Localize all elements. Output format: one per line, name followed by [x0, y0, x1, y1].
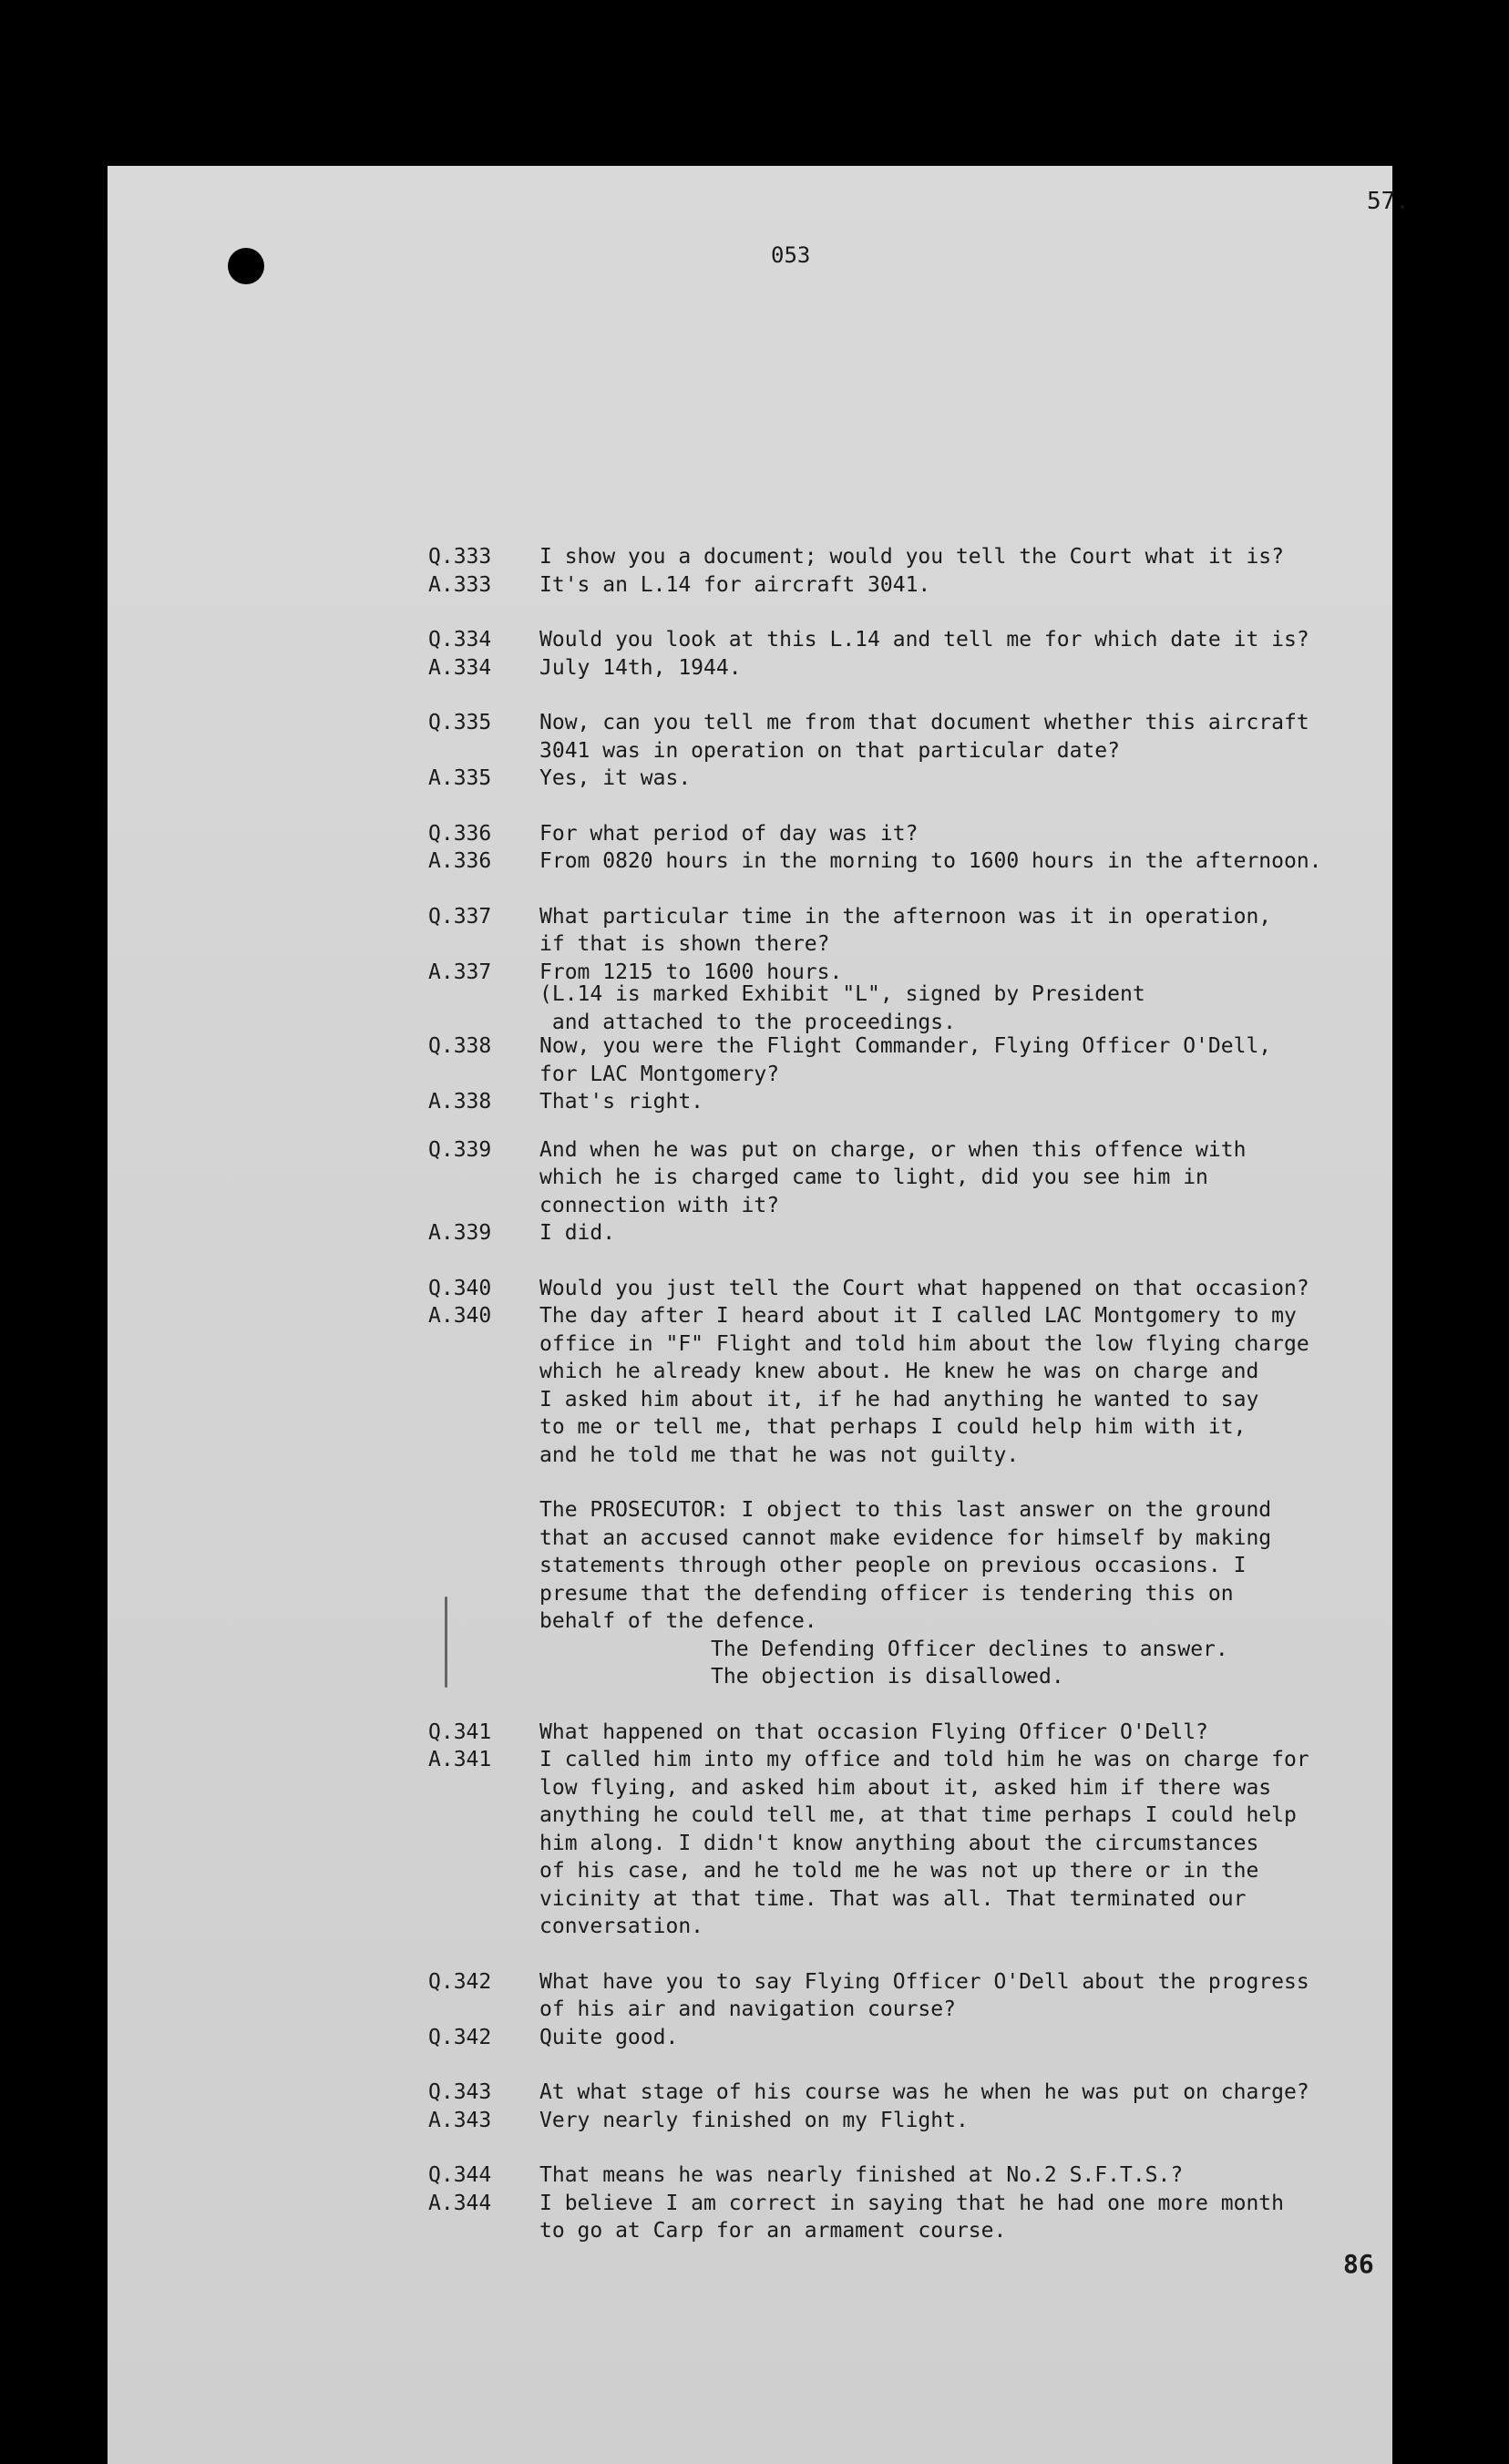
transcript-entry	[428, 571, 1394, 600]
entry-label: A.338	[428, 1090, 492, 1114]
entry-text: I called him into my office and told him he was on charge for low flying, and asked him about it, asked him if there was anything he could tell me, at that time perhaps I could help him along. I didn't know anything about the circumstances of his case, and he told me he was not up there or in the vicinity at that time. That was all. That terminated our conversation.	[539, 1748, 1309, 1938]
entry-text: Now, you were the Flight Commander, Flying Officer O'Dell, for LAC Montgomery?	[539, 1034, 1272, 1086]
entry-text: I did.	[539, 1221, 616, 1245]
entry-label: Q.337	[428, 904, 492, 929]
entry-text: Would you just tell the Court what happened on that occasion?	[539, 1276, 1309, 1300]
entry-text: That's right.	[539, 1090, 704, 1114]
entry-text: And when he was put on charge, or when this offence with which he is charged came to light, did you see him in connection with it?	[539, 1137, 1247, 1217]
entry-text: That means he was nearly finished at No.2 S.F.T.S.?	[539, 2163, 1184, 2187]
transcript-entry	[428, 2024, 1394, 2052]
entry-label: Q.341	[428, 1720, 492, 1744]
transcript-entry	[428, 1968, 1394, 2024]
entry-label: Q.333	[428, 545, 492, 569]
transcript-entry	[428, 765, 1394, 793]
transcript-entry	[428, 903, 1394, 959]
entry-label: Q.338	[428, 1034, 492, 1058]
page-number: 57.	[1367, 188, 1410, 215]
transcript-entry	[428, 847, 1394, 876]
entry-label: Q.342	[428, 2025, 492, 2049]
entry-text: What have you to say Flying Officer O'Dell about the progress of his air and navigation course?	[539, 1969, 1309, 2021]
entry-label: Q.334	[428, 628, 492, 652]
entry-label: A.336	[428, 849, 492, 873]
entry-label: A.334	[428, 655, 492, 680]
transcript-entry	[428, 1719, 1394, 1747]
transcript-entry	[428, 1275, 1394, 1303]
entry-label: Q.335	[428, 711, 492, 734]
transcript-entry	[428, 1136, 1394, 1220]
transcript-entry	[428, 709, 1394, 765]
entry-label: A.340	[428, 1304, 492, 1328]
transcript-entry	[428, 2161, 1394, 2190]
entry-label: A.335	[428, 766, 492, 790]
entry-label: Q.339	[428, 1137, 492, 1162]
transcript-entry	[428, 543, 1394, 571]
margin-pencil-mark	[445, 1596, 447, 1688]
entry-text: The day after I heard about it I called LAC Montgomery to my office in "F" Flight and told him about the low flying charge which he already knew about. He knew he was on charge and I asked him about it, if he had anything he wanted to say to me or tell me, that perhaps I could help him with it, and he told me that he was not guilty.	[539, 1304, 1309, 1467]
entry-label: A.333	[428, 572, 492, 597]
entry-text: At what stage of his course was he when he was put on charge?	[539, 2080, 1309, 2104]
transcript-entry	[428, 626, 1394, 654]
transcript-entry	[428, 2107, 1394, 2135]
transcript-entry	[428, 654, 1394, 683]
objection-ruling: The objection is disallowed.	[711, 1665, 1064, 1689]
document-reference: 053	[771, 242, 811, 268]
exhibit-note-line: and attached to the proceedings.	[539, 1010, 956, 1034]
entry-text: What happened on that occasion Flying Officer O'Dell?	[539, 1720, 1208, 1744]
entry-label: Q.344	[428, 2163, 492, 2187]
transcript-entry	[428, 820, 1394, 848]
punch-hole	[228, 248, 264, 284]
entry-label: Q.343	[428, 2080, 492, 2104]
entry-text: Would you look at this L.14 and tell me for which date it is?	[539, 628, 1309, 652]
objection-response: The Defending Officer declines to answer.	[711, 1637, 1228, 1661]
exhibit-note	[428, 980, 1394, 1036]
exhibit-note-line: (L.14 is marked Exhibit "L", signed by President	[539, 982, 1145, 1006]
entry-text: For what period of day was it?	[539, 821, 919, 846]
entry-label: Q.336	[428, 821, 492, 846]
entry-label: A.341	[428, 1748, 492, 1771]
entry-label: A.339	[428, 1221, 492, 1245]
transcript-entry	[428, 1032, 1394, 1088]
entry-text: What particular time in the afternoon was it in operation, if that is shown there?	[539, 904, 1272, 956]
entry-label: Q.340	[428, 1276, 492, 1300]
transcript-entry	[428, 1088, 1394, 1116]
entry-text: I believe I am correct in saying that he had one more month to go at Carp for an armament course.	[539, 2191, 1284, 2243]
entry-text: Now, can you tell me from that document whether this aircraft 3041 was in operation on that particular date?	[539, 711, 1309, 763]
entry-text: I show you a document; would you tell the Court what it is?	[539, 545, 1284, 569]
transcript-entry	[428, 2190, 1394, 2245]
entry-label: Q.342	[428, 1969, 492, 1994]
entry-label: A.337	[428, 960, 492, 984]
entry-text: It's an L.14 for aircraft 3041.	[539, 572, 931, 597]
entry-label: A.343	[428, 2108, 492, 2132]
transcript-entry	[428, 1302, 1394, 1469]
entry-text: Quite good.	[539, 2025, 679, 2049]
entry-text: From 1215 to 1600 hours.	[539, 960, 843, 984]
prosecutor-objection: The PROSECUTOR: I object to this last answer on the ground that an accused cannot make evidence for himself by making statements through other people on previous occasions. I presume that the defending officer is tendering this on behalf of the defence.	[539, 1498, 1272, 1633]
entry-text: Yes, it was.	[539, 766, 692, 790]
transcript-entry	[428, 1746, 1394, 1941]
testimony-transcript	[428, 543, 1394, 2245]
entry-text: From 0820 hours in the morning to 1600 hours in the afternoon.	[539, 849, 1322, 873]
transcript-entry	[428, 2079, 1394, 2107]
entry-text: July 14th, 1944.	[539, 655, 742, 680]
entry-label: A.344	[428, 2191, 492, 2215]
transcript-entry	[428, 1219, 1394, 1247]
corner-mark: 86	[1343, 2249, 1374, 2279]
entry-text: Very nearly finished on my Flight.	[539, 2108, 969, 2132]
